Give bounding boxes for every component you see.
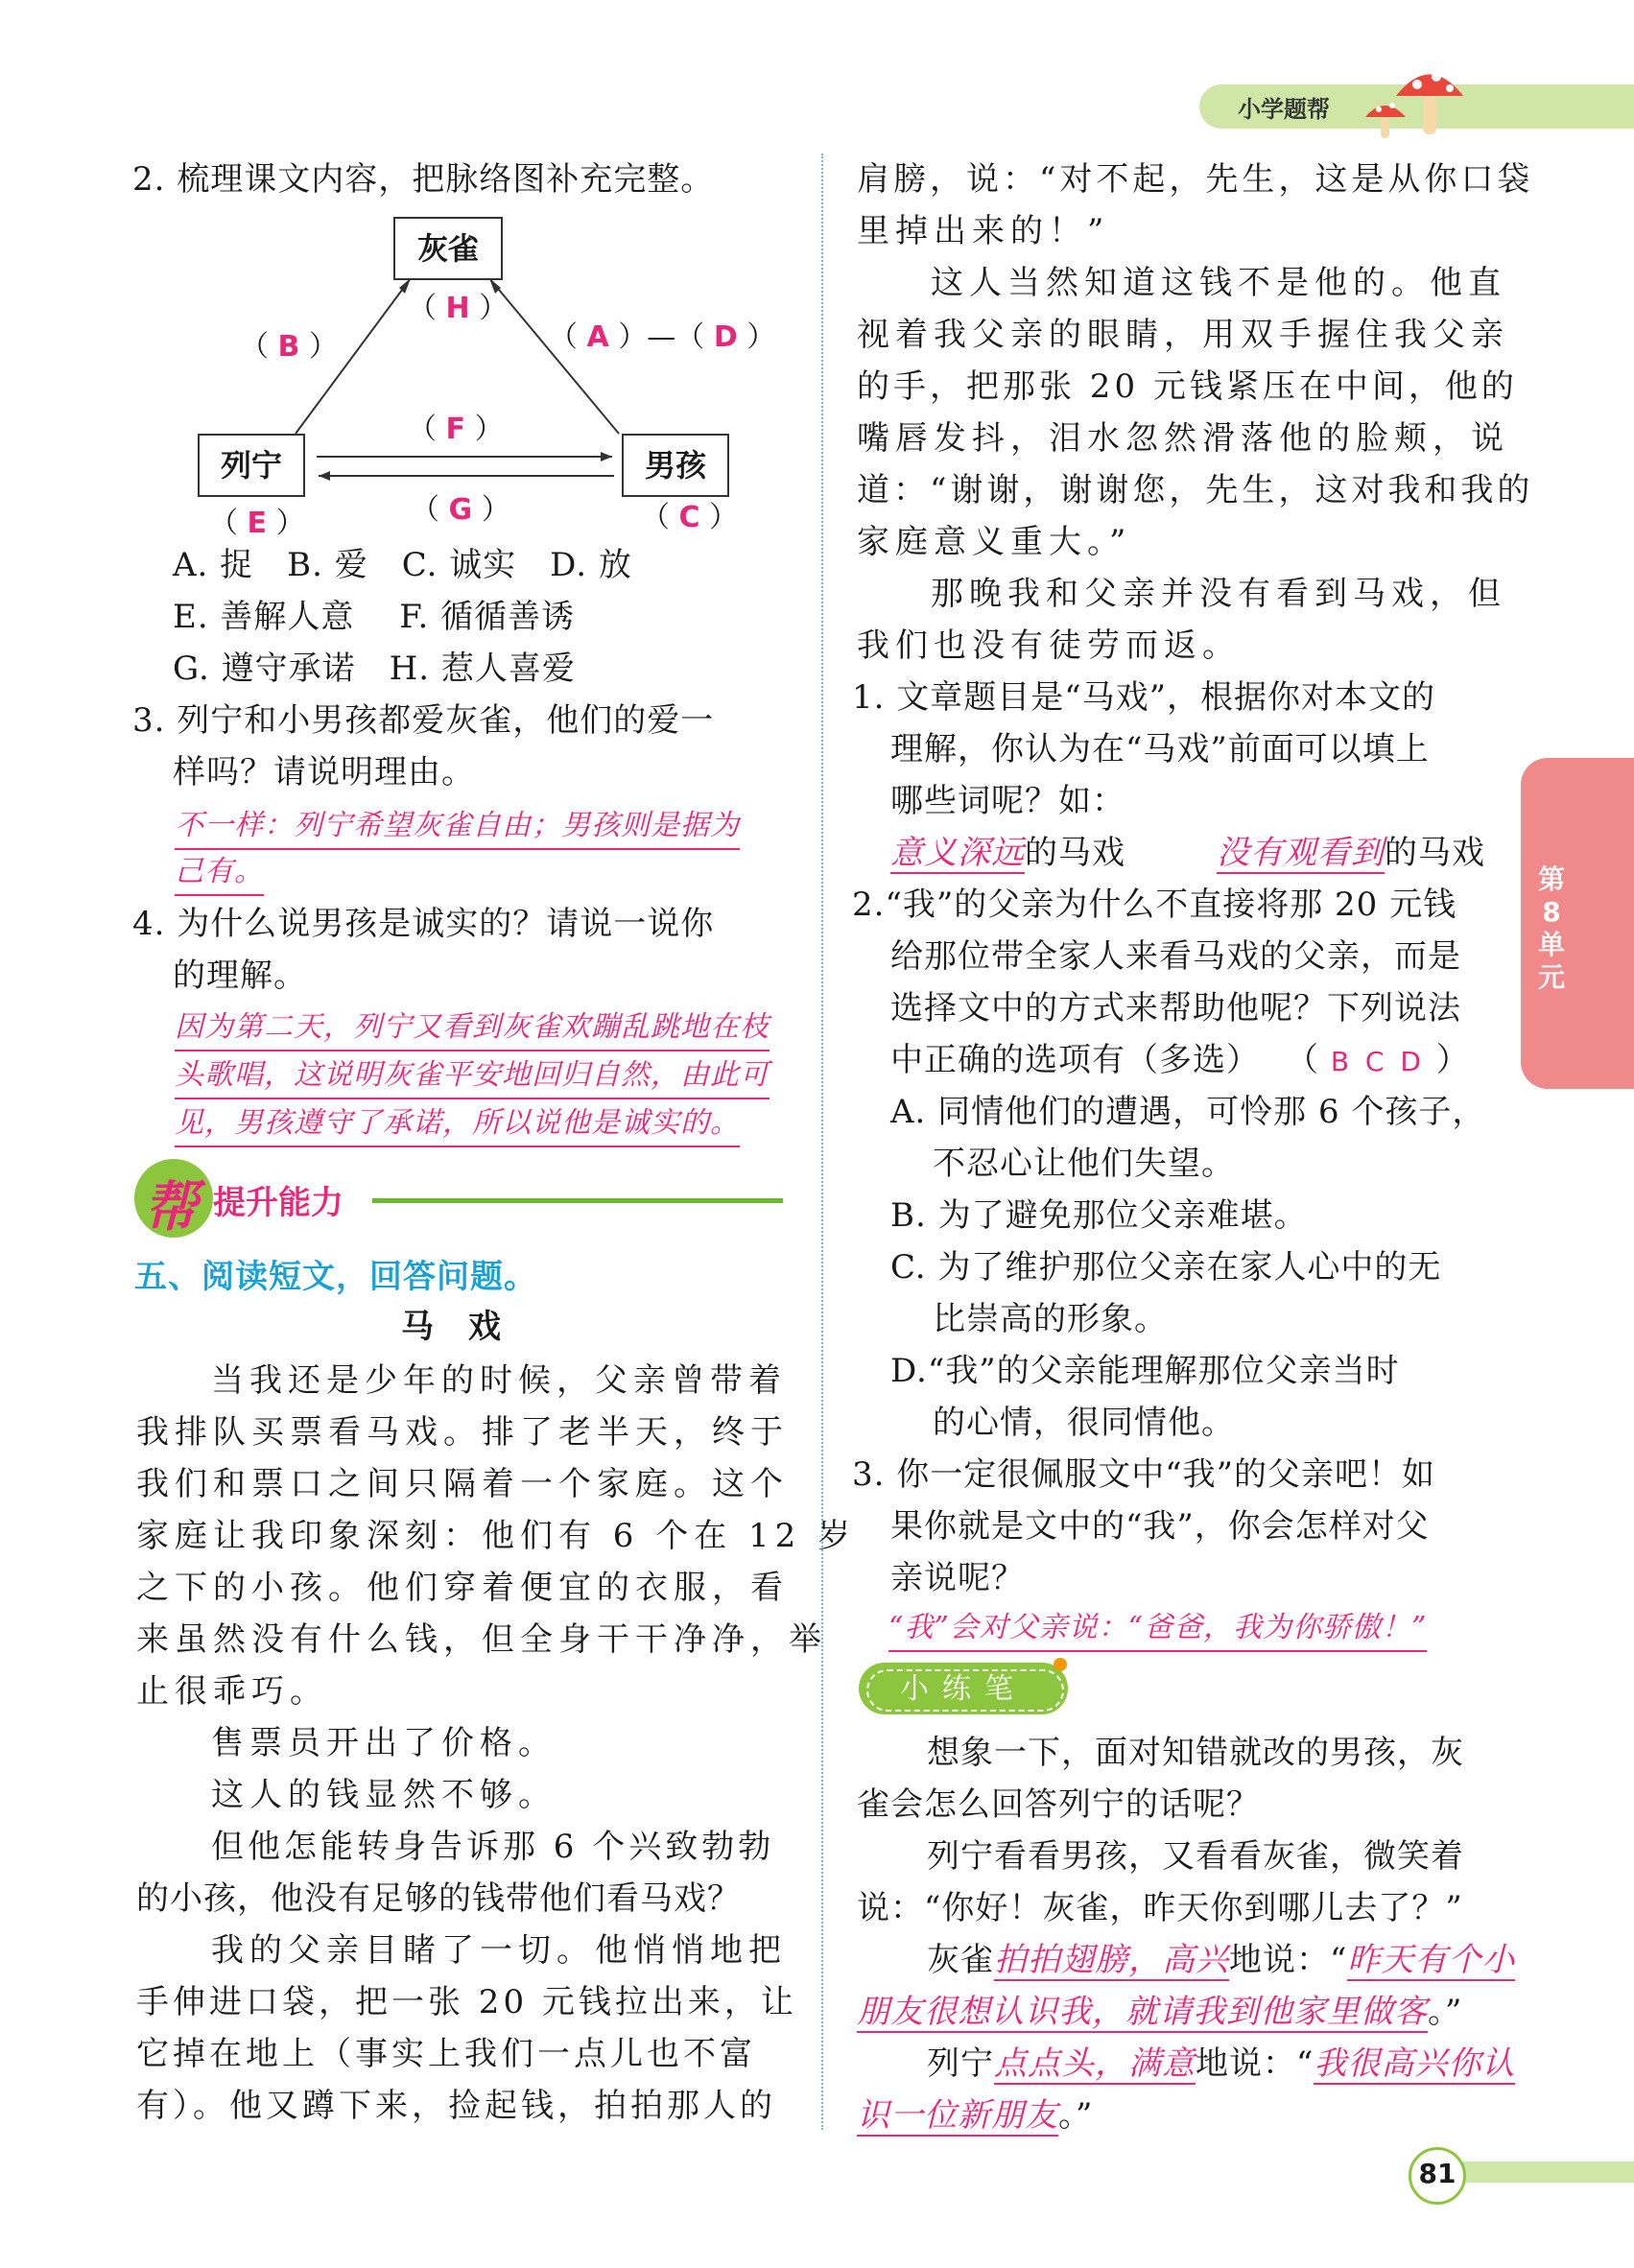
article-line: 嘴唇发抖，泪水忽然滑落他的脸颊，说: [857, 419, 1509, 458]
rq2-line: 选择文中的方式来帮助他呢？下列说法: [890, 989, 1461, 1028]
banner-text: 提升能力: [213, 1184, 343, 1222]
paren-close: ）: [1435, 1041, 1470, 1079]
p6-suffix: 。”: [1428, 1993, 1463, 2031]
label-a-d: （ A ）—（ D ）: [549, 320, 776, 354]
article-line: 但他怎能转身告诉那 6 个兴致勃勃: [211, 1828, 775, 1866]
article-line: 来虽然没有什么钱，但全身干干净净，举: [136, 1620, 827, 1659]
article-line: 售票员开出了价格。: [211, 1724, 557, 1762]
rq1-answer-2: 没有观看到: [1217, 834, 1385, 872]
rq2-line: 中正确的选项有（多选）: [890, 1041, 1260, 1079]
rq1-line: 哪些词呢？如：: [890, 782, 1125, 820]
q4-line: 的理解。: [173, 957, 307, 995]
rq2-option: 的心情，很同情他。: [933, 1404, 1235, 1442]
mushroom-icon: [1358, 58, 1473, 144]
article-line: 之下的小孩。他们穿着便宜的衣服，看: [136, 1569, 789, 1607]
article-line: 我排队买票看马戏。排了老半天，终于: [136, 1413, 789, 1452]
article-line: 这人当然知道这钱不是他的。他直: [931, 264, 1506, 302]
node-boy: 男孩: [622, 434, 729, 497]
p8-answer: 识一位新朋友: [857, 2096, 1058, 2135]
rq3-line: 果你就是文中的“我”，你会怎样对父: [890, 1507, 1430, 1546]
article-line: 我的父亲目睹了一切。他悄悄地把: [211, 1931, 787, 1970]
q2-title: 2. 梳理课文内容，把脉络图补充完整。: [132, 160, 715, 199]
node-lenin: 列宁: [198, 434, 305, 497]
rq2-option: A. 同情他们的遭遇，可怜那 6 个孩子，: [890, 1093, 1486, 1131]
p5-mid: 地说：“: [1229, 1941, 1348, 1979]
label-b: （ B ）: [240, 330, 338, 364]
q3-line: 3. 列宁和小男孩都爱灰雀，他们的爱一: [132, 701, 715, 740]
practice-tag-text: 小练笔: [900, 1672, 1027, 1706]
article-title: 马 戏: [401, 1308, 502, 1346]
article-line: 肩膀，说：“对不起，先生，这是从你口袋: [857, 160, 1534, 199]
rq2-option: C. 为了维护那位父亲在家人心中的无: [890, 1248, 1442, 1287]
label-f: （ F ）: [408, 413, 504, 446]
q4-line: 4. 为什么说男孩是诚实的？请说一说你: [132, 905, 715, 943]
header-title: 小学题帮: [1238, 96, 1330, 123]
article-line: 的小孩，他没有足够的钱带他们看马戏？: [136, 1879, 741, 1918]
rq2-option: 比崇高的形象。: [933, 1300, 1168, 1338]
label-e: （ E ）: [209, 507, 305, 540]
rq2-option: B. 为了避免那位父亲难堪。: [890, 1196, 1308, 1235]
q3-answer: 不一样：列宁希望灰雀自由；男孩则是据为: [175, 806, 740, 850]
page-number: 81: [1418, 2158, 1456, 2189]
rq2-line: 给那位带全家人来看马戏的父亲，而是: [890, 937, 1461, 976]
rq3-line: 亲说呢？: [890, 1559, 1025, 1597]
article-line: 家庭让我印象深刻：他们有 6 个在 12 岁: [136, 1517, 857, 1555]
article-line: 手伸进口袋，把一张 20 元钱拉出来，让: [136, 1983, 797, 2021]
q4-answer: 头歌唱，这说明灰雀平安地回归自然，由此可: [175, 1055, 770, 1099]
rq3-answer: “我”会对父亲说：“爸爸，我为你骄傲！”: [888, 1608, 1427, 1652]
rq1-answer-row: [890, 833, 1125, 873]
option-line: G. 遵守承诺 H. 惹人喜爱: [173, 650, 576, 688]
q4-answer: 因为第二天，列宁又看到灰雀欢蹦乱跳地在枝: [175, 1007, 770, 1051]
practice-line-6: [857, 1992, 1462, 2032]
paren-open: （: [1286, 1041, 1319, 1079]
article-line: 这人的钱显然不够。: [211, 1776, 557, 1814]
rq1-answer-row: [1217, 833, 1485, 873]
rq2-option: D.“我”的父亲能理解那位父亲当时: [890, 1352, 1400, 1390]
p7-answer-2: 我很高兴你认: [1314, 2044, 1516, 2083]
practice-line-7: [927, 2044, 1515, 2084]
practice-line-8: [857, 2095, 1093, 2136]
p5-prefix: 灰雀: [927, 1941, 994, 1979]
practice-line: 列宁看看男孩，又看看灰雀，微笑着: [927, 1837, 1464, 1876]
rq1-answer-1: 意义深远: [890, 834, 1025, 872]
p7-mid: 地说：“: [1196, 2044, 1314, 2083]
rq2-option: 不忍心让他们失望。: [933, 1145, 1235, 1183]
p6-answer: 朋友很想认识我，就请我到他家里做客: [857, 1993, 1428, 2031]
rq2-line: 2.“我”的父亲为什么不直接将那 20 元钱: [852, 886, 1457, 924]
article-line: 我们和票口之间只隔着一个家庭。这个: [136, 1465, 789, 1503]
label-h: （ H ）: [408, 292, 509, 325]
rq1-line: 理解，你认为在“马戏”前面可以填上: [890, 730, 1430, 768]
footer-bar: [1439, 2162, 1634, 2183]
heart-icon: [1054, 1658, 1067, 1671]
q4-answer: 见，男孩遵守了承诺，所以说他是诚实的。: [175, 1103, 740, 1147]
label-c: （ C ）: [641, 501, 739, 534]
article-line: 道：“谢谢，谢谢您，先生，这对我和我的: [857, 471, 1534, 509]
article-line: 家庭意义重大。”: [857, 523, 1132, 561]
q3-answer: 己有。: [175, 852, 264, 896]
p8-suffix: 。”: [1058, 2096, 1094, 2135]
rq2-answer-bracket: [1286, 1040, 1470, 1082]
practice-line-5: [927, 1940, 1515, 1980]
section-title: 五、阅读短文，回答问题。: [134, 1258, 537, 1296]
practice-line: 说：“你好！灰雀，昨天你到哪儿去了？”: [857, 1889, 1463, 1927]
article-line: 止很乖巧。: [136, 1672, 328, 1711]
unit-tab-text: 第8单元: [1537, 863, 1565, 993]
q3-line: 样吗？请说明理由。: [173, 753, 475, 791]
banner-char: 帮: [144, 1176, 198, 1239]
rq1-line: 1. 文章题目是“马戏”，根据你对本文的: [852, 678, 1436, 717]
rq1-suffix-1: 的马戏: [1025, 834, 1125, 872]
rq2-answer: B C D: [1330, 1046, 1425, 1077]
article-line: 我们也没有徒劳而返。: [857, 626, 1241, 665]
option-line: E. 善解人意 F. 循循善诱: [173, 598, 576, 636]
article-line: 的手，把那张 20 元钱紧压在中间，他的: [857, 367, 1518, 406]
article-line: 有）。他又蹲下来，捡起钱，拍拍那人的: [136, 2087, 776, 2125]
node-gray-sparrow: 灰雀: [393, 217, 503, 280]
label-g: （ G ）: [411, 493, 510, 527]
article-line: 它掉在地上（事实上我们一点儿也不富: [136, 2035, 756, 2073]
rq1-suffix-2: 的马戏: [1385, 834, 1485, 872]
article-line: 当我还是少年的时候，父亲曾带着: [211, 1361, 787, 1400]
article-line: 里掉出来的！”: [857, 212, 1110, 250]
p7-answer-1: 点点头，满意: [994, 2044, 1196, 2083]
article-line: 那晚我和父亲并没有看到马戏，但: [931, 575, 1506, 613]
article-line: 视着我父亲的眼睛，用双手握住我父亲: [857, 316, 1509, 354]
p5-answer-2: 昨天有个小: [1347, 1941, 1516, 1979]
practice-line: 雀会怎么回答列宁的话呢？: [857, 1785, 1260, 1824]
p5-answer-1: 拍拍翅膀，高兴: [994, 1941, 1229, 1979]
option-line: A. 捉 B. 爱 C. 诚实 D. 放: [173, 546, 632, 584]
p7-prefix: 列宁: [927, 2044, 994, 2083]
rq3-line: 3. 你一定很佩服文中“我”的父亲吧！如: [852, 1455, 1436, 1494]
practice-line: 想象一下，面对知错就改的男孩，灰: [927, 1734, 1464, 1772]
banner-line: [372, 1198, 783, 1203]
column-divider: [821, 154, 823, 2130]
